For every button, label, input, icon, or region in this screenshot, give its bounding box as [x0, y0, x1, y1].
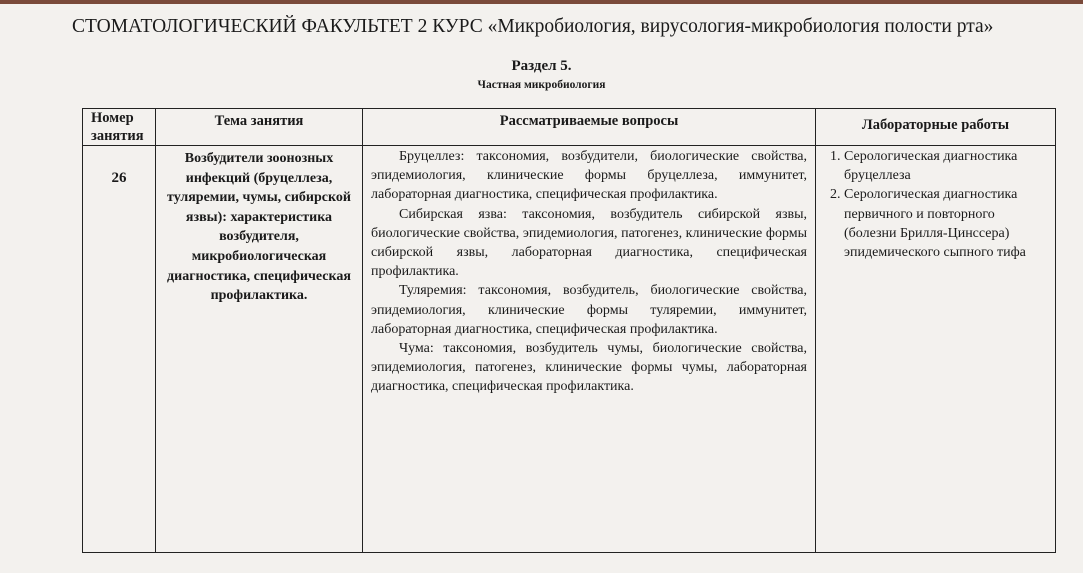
lab-item: 2. Серологическая диагностика первичного и повторного (болезни Брилля-Цинссера) эпидемического сыпного тифа [844, 185, 1047, 262]
lesson-questions [363, 146, 816, 553]
lesson-topic: Возбудители зоонозных инфекций (бруцеллеза, туляремии, чумы, сибирской язвы): характеристика возбудителя, микробиологическая диагностика, специфическая профилактика. [156, 146, 363, 553]
lab-item: 1. Серологическая диагностика бруцеллеза [844, 147, 1047, 185]
top-edge [0, 0, 1083, 4]
table-header-row [83, 109, 1056, 146]
lab-works [816, 146, 1056, 553]
header-questions: Рассматриваемые вопросы [363, 109, 816, 146]
header-lab: Лабораторные работы [816, 109, 1056, 146]
curriculum-table [82, 108, 1056, 553]
header-number: Номер занятия [83, 109, 156, 146]
table-row [83, 146, 1056, 553]
lesson-number: 26 [83, 146, 156, 553]
question-paragraph: Туляремия: таксономия, возбудитель, биологические свойства, эпидемиология, клинические формы туляремии, иммунитет, лабораторная диагностика, специфическая профилактика. [371, 283, 807, 337]
question-paragraph: Сибирская язва: таксономия, возбудитель сибирской язвы, биологические свойства, эпидемиология, патогенез, клинические формы сибирской язвы, лабораторная диагностика, специфическая профилактика. [371, 206, 807, 280]
document-title: СТОМАТОЛОГИЧЕСКИЙ ФАКУЛЬТЕТ 2 КУРС «Микробиология, вирусология-микробиология полости рта» [72, 16, 994, 37]
question-paragraph: Бруцеллез: таксономия, возбудители, биологические свойства, эпидемиология, клинические формы бруцеллеза, иммунитет, лабораторная диагностика, специфическая профилактика. [371, 149, 807, 203]
section-heading: Раздел 5. [511, 58, 572, 74]
question-paragraph: Чума: таксономия, возбудитель чумы, биологические свойства, эпидемиология, патогенез, клинические формы чумы, лабораторная диагностика, специфическая профилактика. [371, 341, 807, 395]
header-topic: Тема занятия [156, 109, 363, 146]
subsection-heading: Частная микробиология [477, 79, 606, 91]
